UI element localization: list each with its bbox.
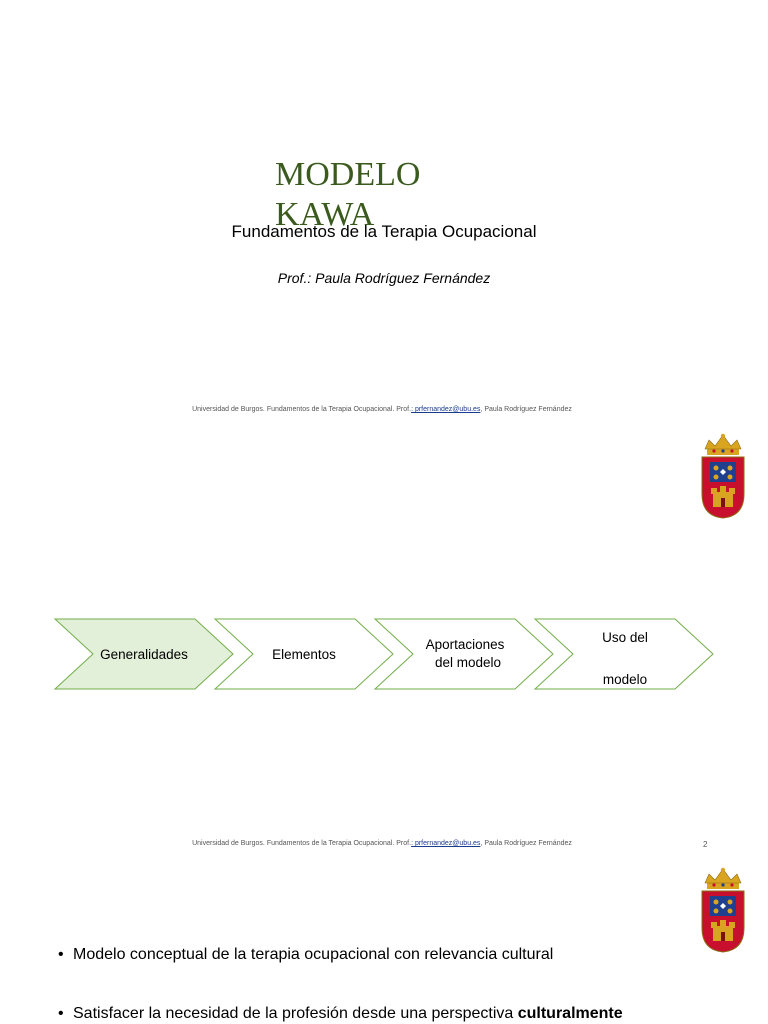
chevron-step-generalidades[interactable]: [55, 619, 233, 689]
footer-suffix: , Paula Rodríguez Fernández: [480, 840, 572, 847]
chevron-label: Aportaciones: [425, 637, 505, 652]
slide-title: MODELO KAWA: [275, 156, 421, 233]
chevron-label: Elementos: [272, 647, 336, 662]
slide-footer: [0, 406, 764, 413]
footer-email-link[interactable]: : prfernandez@ubu.es: [411, 406, 481, 413]
crest-crown: [705, 434, 741, 455]
university-crest-logo: [697, 432, 749, 520]
chevron-step-uso[interactable]: [535, 619, 713, 689]
bullet-item: [58, 946, 553, 964]
crest-crown: [705, 868, 741, 889]
page-number: 2: [703, 840, 708, 849]
chevron-label: Generalidades: [100, 647, 188, 662]
process-chevron-diagram: [0, 612, 768, 698]
crest-shield: [702, 891, 744, 952]
slide-footer: [0, 840, 764, 847]
chevron-step-aportaciones[interactable]: [375, 619, 553, 689]
university-crest-logo: [697, 866, 749, 954]
footer-prefix: Universidad de Burgos. Fundamentos de la Terapia Ocupacional. Prof.: [192, 840, 412, 847]
bullet-text: Satisfacer la necesidad de la profesión desde una perspectiva: [73, 1005, 518, 1022]
slide-author: Prof.: Paula Rodríguez Fernández: [277, 270, 491, 286]
crest-shield: [702, 457, 744, 518]
chevron-label: modelo: [602, 672, 648, 687]
bullet-item: [58, 1005, 623, 1023]
footer-email-link[interactable]: : prfernandez@ubu.es: [411, 840, 481, 847]
chevron-label: Uso del: [602, 630, 648, 645]
bullet-bold-text: culturalmente: [517, 1005, 623, 1022]
bullet-marker: •: [58, 1005, 64, 1022]
chevron-label: del modelo: [434, 655, 502, 670]
footer-prefix: Universidad de Burgos. Fundamentos de la Terapia Ocupacional. Prof.: [192, 406, 412, 413]
chevron-step-elementos[interactable]: [215, 619, 393, 689]
bullet-marker: •: [58, 946, 64, 963]
slide-subtitle: Fundamentos de la Terapia Ocupacional: [231, 222, 537, 241]
bullet-text: Modelo conceptual de la terapia ocupacional con relevancia cultural: [73, 946, 554, 963]
footer-suffix: , Paula Rodríguez Fernández: [480, 406, 572, 413]
